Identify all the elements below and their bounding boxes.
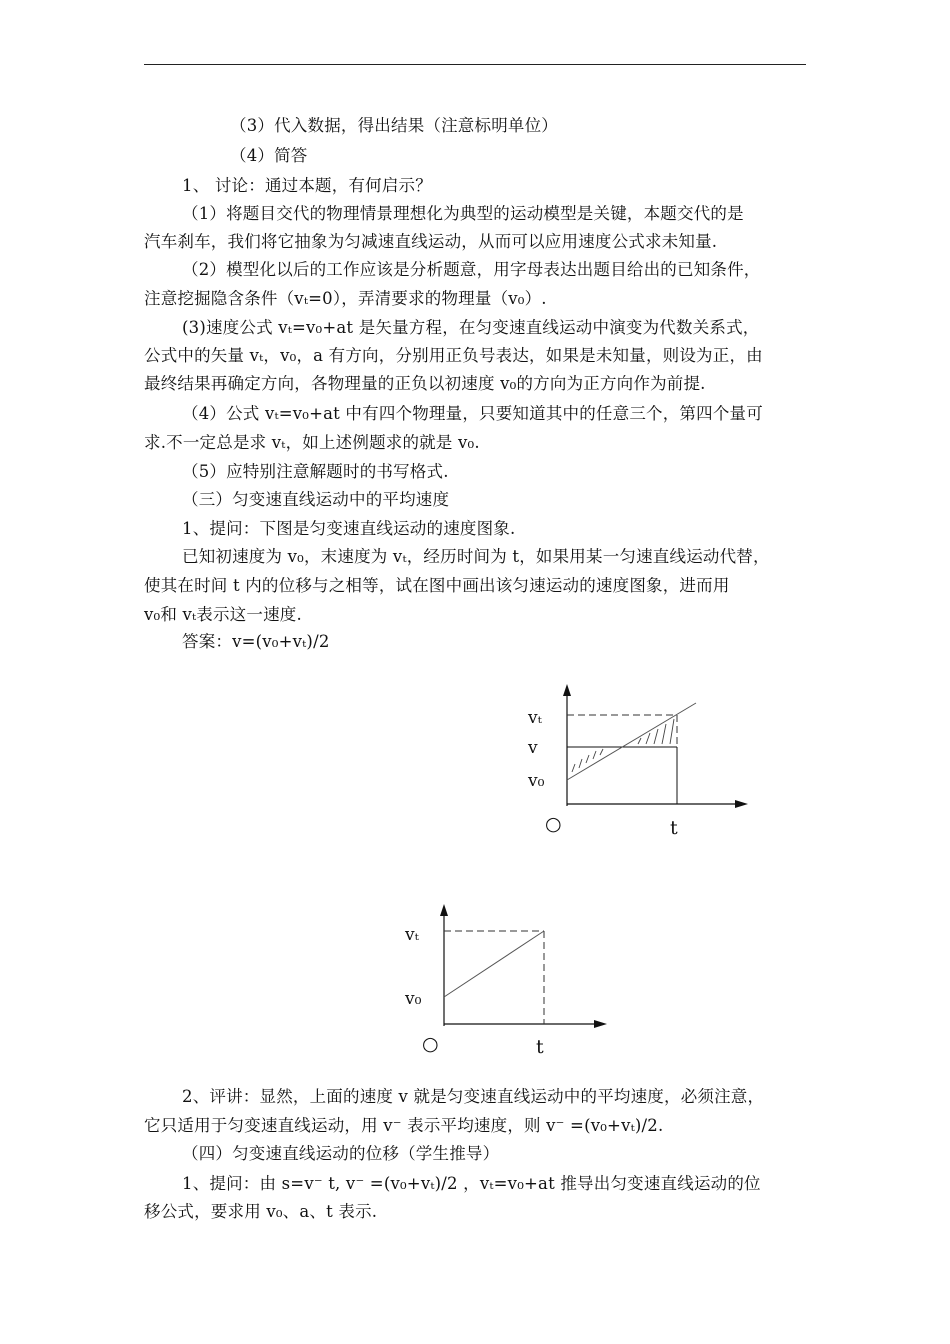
text-line: （2）模型化以后的工作应该是分析题意，用字母表达出题目给出的已知条件， — [182, 260, 761, 279]
text-line: 已知初速度为 v₀，末速度为 vₜ，经历时间为 t，如果用某一匀速直线运动代替， — [182, 547, 770, 566]
text-line: 1、 讨论：通过本题，有何启示？ — [182, 176, 432, 195]
text-line: v₀和 vₜ表示这一速度. — [144, 605, 302, 624]
text-line: （3）代入数据，得出结果（注意标明单位） — [230, 116, 558, 135]
hatching — [572, 719, 674, 772]
text-line: （4）公式 vₜ=v₀+at 中有四个物理量，只要知道其中的任意三个，第四个量可 — [182, 404, 763, 423]
text-line: （1）将题目交代的物理情景理想化为典型的运动模型是关键，本题交代的是 — [182, 204, 744, 223]
velocity-time-graph-2 — [400, 900, 620, 1065]
label-v0: v₀ — [405, 989, 422, 1009]
y-axis-arrow — [440, 904, 448, 916]
label-origin: ○ — [422, 1033, 439, 1055]
text-line: 注意挖掘隐含条件（vₜ=0），弄清要求的物理量（v₀）. — [144, 289, 547, 308]
text-line: （4）简答 — [230, 146, 308, 165]
label-vt: vₜ — [405, 925, 419, 945]
x-axis-arrow — [594, 1020, 607, 1028]
text-line: 1、提问：下图是匀变速直线运动的速度图象. — [182, 519, 516, 538]
section-heading: （三）匀变速直线运动中的平均速度 — [182, 490, 450, 509]
text-line: 1、提问：由 s=v⁻ t, v⁻ =(v₀+vₜ)/2 ，vₜ=v₀+at 推导出匀变速直线运动的位 — [182, 1174, 761, 1193]
text-line: 它只适用于匀变速直线运动，用 v⁻ 表示平均速度，则 v⁻ =(v₀+vₜ)/2. — [144, 1116, 664, 1135]
text-line: 使其在时间 t 内的位移与之相等，试在图中画出该匀速运动的速度图象，进而用 — [144, 576, 730, 595]
label-v: v — [528, 738, 538, 758]
label-t: t — [670, 817, 678, 839]
label-vt: vₜ — [528, 708, 542, 728]
text-line: 公式中的矢量 vₜ，v₀，a 有方向，分别用正负号表达，如果是未知量，则设为正，由 — [144, 346, 763, 365]
text-line: （5）应特别注意解题时的书写格式. — [182, 462, 449, 481]
text-line: 最终结果再确定方向，各物理量的正负以初速度 v₀的方向为正方向作为前提. — [144, 374, 706, 393]
text-line: 2、评讲：显然，上面的速度 v 就是匀变速直线运动中的平均速度，必须注意， — [182, 1087, 765, 1106]
text-line: 求.不一定总是求 vₜ，如上述例题求的就是 v₀. — [144, 433, 480, 452]
velocity-line — [444, 931, 544, 997]
text-line: (3)速度公式 vₜ=v₀+at 是矢量方程，在匀变速直线运动中演变为代数关系式， — [182, 318, 760, 337]
velocity-time-graph-1 — [520, 680, 760, 850]
text-line: 移公式，要求用 v₀、a、t 表示. — [144, 1202, 378, 1221]
text-line: 汽车刹车，我们将它抽象为匀减速直线运动，从而可以应用速度公式求未知量. — [144, 232, 718, 251]
y-axis-arrow — [563, 684, 571, 696]
section-heading: （四）匀变速直线运动的位移（学生推导） — [182, 1144, 500, 1163]
answer-line: 答案：v=(v₀+vₜ)/2 — [182, 632, 330, 651]
label-t: t — [536, 1036, 544, 1058]
x-axis-arrow — [735, 800, 748, 808]
label-origin: ○ — [545, 813, 562, 835]
header-rule — [144, 64, 806, 65]
label-v0: v₀ — [528, 771, 545, 791]
